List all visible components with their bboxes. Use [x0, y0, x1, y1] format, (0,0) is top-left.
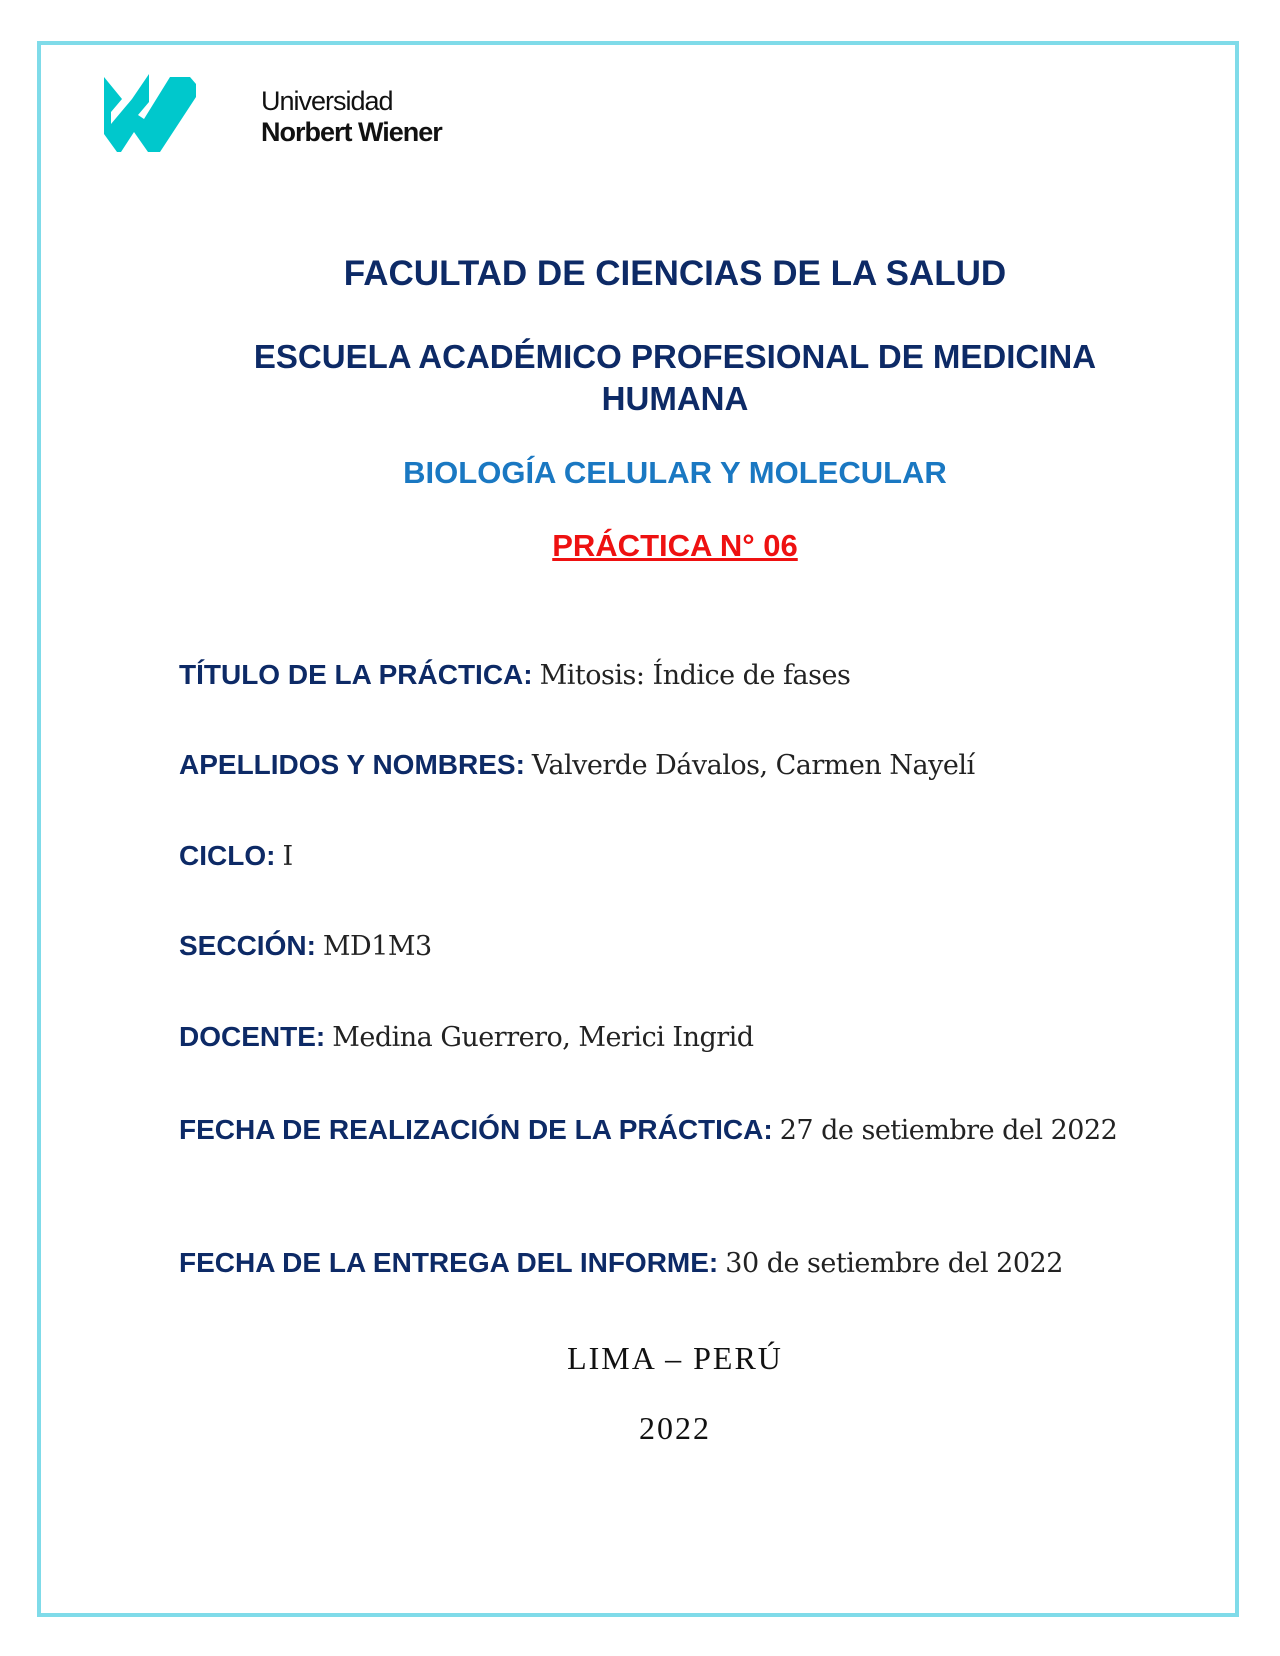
- practice-number: PRÁCTICA N° 06: [552, 528, 798, 563]
- field-practice-date: [179, 1108, 1129, 1153]
- field-value: I: [282, 841, 293, 872]
- school-heading: ESCUELA ACADÉMICO PROFESIONAL DE MEDICINA HUMANA: [253, 338, 1097, 417]
- field-value: Valverde Dávalos, Carmen Nayelí: [531, 750, 975, 781]
- field-value: MD1M3: [322, 931, 432, 962]
- place: LIMA – PERÚ: [567, 1340, 783, 1376]
- university-logo-icon: [104, 72, 244, 154]
- field-value: 30 de setiembre del 2022: [725, 1248, 1063, 1279]
- course-heading: BIOLOGÍA CELULAR Y MOLECULAR: [403, 455, 947, 490]
- field-label: FECHA DE REALIZACIÓN DE LA PRÁCTICA:: [179, 1114, 773, 1145]
- field-label: CICLO:: [179, 840, 276, 871]
- logo-line-2: Norbert Wiener: [261, 117, 442, 147]
- field-cycle: [179, 836, 1139, 877]
- faculty-heading: FACULTAD DE CIENCIAS DE LA SALUD: [343, 254, 1007, 293]
- field-value: Mitosis: Índice de fases: [539, 660, 851, 691]
- logo-line-1: Universidad: [261, 86, 393, 116]
- field-label: FECHA DE LA ENTREGA DEL INFORME:: [179, 1247, 719, 1278]
- field-label: TÍTULO DE LA PRÁCTICA:: [179, 659, 533, 690]
- field-value: Medina Guerrero, Merici Ingrid: [332, 1022, 754, 1053]
- field-section: [179, 926, 1139, 967]
- field-delivery-date: [179, 1243, 1179, 1284]
- year: 2022: [639, 1410, 711, 1446]
- field-label: DOCENTE:: [179, 1021, 326, 1052]
- field-teacher: [179, 1017, 1139, 1058]
- field-names: [179, 745, 1139, 786]
- field-label: SECCIÓN:: [179, 930, 316, 961]
- field-title: [179, 655, 1139, 696]
- field-value: 27 de setiembre del 2022: [779, 1115, 1118, 1146]
- university-name: [261, 86, 442, 148]
- field-label: APELLIDOS Y NOMBRES:: [179, 749, 525, 780]
